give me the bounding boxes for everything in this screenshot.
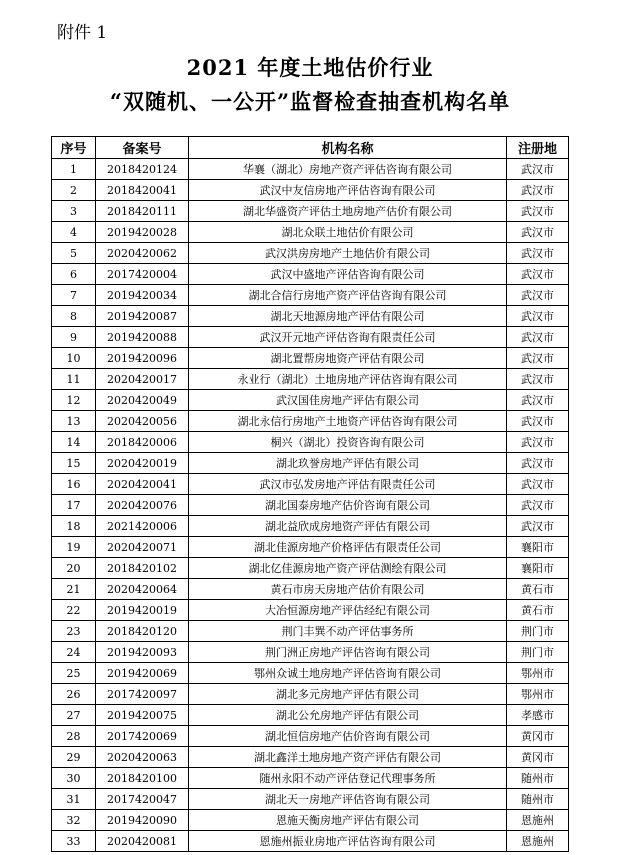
cell-institution-name: 湖北永信行房地产土地资产评估咨询有限公司 <box>189 411 507 432</box>
table-row <box>52 747 569 768</box>
cell-institution-name: 桐兴（湖北）投资咨询有限公司 <box>189 432 507 453</box>
cell-registered-location: 鄂州市 <box>507 663 569 684</box>
cell-registration-number: 2018420124 <box>96 159 189 180</box>
cell-serial-number: 18 <box>52 516 96 537</box>
cell-institution-name: 湖北佳源房地产价格评估有限责任公司 <box>189 537 507 558</box>
cell-registered-location: 随州市 <box>507 768 569 789</box>
table-row <box>52 663 569 684</box>
cell-registered-location: 荆门市 <box>507 621 569 642</box>
cell-serial-number: 29 <box>52 747 96 768</box>
cell-serial-number: 4 <box>52 222 96 243</box>
cell-registered-location: 武汉市 <box>507 348 569 369</box>
cell-serial-number: 31 <box>52 789 96 810</box>
header-registration-number: 备案号 <box>96 137 189 159</box>
cell-registration-number: 2018420041 <box>96 180 189 201</box>
table-row <box>52 327 569 348</box>
cell-registration-number: 2020420071 <box>96 537 189 558</box>
cell-institution-name: 荆门洲正房地产评估咨询有限公司 <box>189 642 507 663</box>
cell-registration-number: 2018420120 <box>96 621 189 642</box>
table-row <box>52 768 569 789</box>
cell-serial-number: 2 <box>52 180 96 201</box>
cell-serial-number: 20 <box>52 558 96 579</box>
cell-registered-location: 武汉市 <box>507 264 569 285</box>
cell-institution-name: 湖北置帮房地资产评估有限公司 <box>189 348 507 369</box>
cell-serial-number: 33 <box>52 831 96 852</box>
cell-institution-name: 恩施天衡房地产评估有限公司 <box>189 810 507 831</box>
cell-institution-name: 武汉国佳房地产评估有限公司 <box>189 390 507 411</box>
cell-registration-number: 2020420017 <box>96 369 189 390</box>
cell-registration-number: 2020420049 <box>96 390 189 411</box>
cell-serial-number: 23 <box>52 621 96 642</box>
cell-serial-number: 22 <box>52 600 96 621</box>
header-institution-name: 机构名称 <box>189 137 507 159</box>
cell-institution-name: 湖北天一房地产评估咨询有限公司 <box>189 789 507 810</box>
cell-institution-name: 鄂州众诚土地房地产评估咨询有限公司 <box>189 663 507 684</box>
table-row <box>52 621 569 642</box>
cell-serial-number: 30 <box>52 768 96 789</box>
cell-registration-number: 2017420097 <box>96 684 189 705</box>
cell-institution-name: 湖北益欣成房地资产评估有限公司 <box>189 516 507 537</box>
cell-registered-location: 武汉市 <box>507 411 569 432</box>
cell-registered-location: 武汉市 <box>507 159 569 180</box>
cell-registered-location: 恩施州 <box>507 831 569 852</box>
cell-serial-number: 25 <box>52 663 96 684</box>
table-body <box>52 159 569 852</box>
table-row <box>52 222 569 243</box>
cell-serial-number: 24 <box>52 642 96 663</box>
cell-serial-number: 5 <box>52 243 96 264</box>
table-row <box>52 159 569 180</box>
table-row <box>52 516 569 537</box>
cell-serial-number: 21 <box>52 579 96 600</box>
table-row <box>52 726 569 747</box>
cell-registration-number: 2020420063 <box>96 747 189 768</box>
cell-registration-number: 2017420004 <box>96 264 189 285</box>
cell-serial-number: 11 <box>52 369 96 390</box>
cell-institution-name: 黄石市房天房地产估价有限公司 <box>189 579 507 600</box>
cell-institution-name: 武汉洪房房地产土地估价有限公司 <box>189 243 507 264</box>
cell-institution-name: 随州永阳不动产评估登记代理事务所 <box>189 768 507 789</box>
table-row <box>52 285 569 306</box>
table-row <box>52 411 569 432</box>
table-row <box>52 495 569 516</box>
cell-registered-location: 襄阳市 <box>507 558 569 579</box>
cell-institution-name: 湖北多元房地产评估有限公司 <box>189 684 507 705</box>
cell-serial-number: 6 <box>52 264 96 285</box>
table-header-row <box>52 137 569 159</box>
cell-institution-name: 湖北玖誉房地产评估有限公司 <box>189 453 507 474</box>
cell-institution-name: 永业行（湖北）土地房地产评估咨询有限公司 <box>189 369 507 390</box>
cell-institution-name: 大冶恒源房地产评估经纪有限公司 <box>189 600 507 621</box>
cell-serial-number: 14 <box>52 432 96 453</box>
cell-registration-number: 2019420093 <box>96 642 189 663</box>
cell-serial-number: 12 <box>52 390 96 411</box>
cell-registration-number: 2019420088 <box>96 327 189 348</box>
cell-registered-location: 武汉市 <box>507 180 569 201</box>
table-row <box>52 243 569 264</box>
cell-institution-name: 湖北恒信房地产估价咨询有限公司 <box>189 726 507 747</box>
cell-registered-location: 鄂州市 <box>507 684 569 705</box>
cell-registration-number: 2020420019 <box>96 453 189 474</box>
document-title-line-1: 2021 年度土地估价行业 <box>186 55 434 80</box>
cell-serial-number: 13 <box>52 411 96 432</box>
table-row <box>52 684 569 705</box>
cell-serial-number: 32 <box>52 810 96 831</box>
cell-registered-location: 武汉市 <box>507 243 569 264</box>
cell-institution-name: 武汉中盛地产评估咨询有限公司 <box>189 264 507 285</box>
table-row <box>52 558 569 579</box>
cell-registered-location: 武汉市 <box>507 516 569 537</box>
cell-registration-number: 2019420069 <box>96 663 189 684</box>
cell-registered-location: 武汉市 <box>507 285 569 306</box>
cell-registration-number: 2019420087 <box>96 306 189 327</box>
cell-serial-number: 26 <box>52 684 96 705</box>
cell-registration-number: 2019420090 <box>96 810 189 831</box>
cell-serial-number: 8 <box>52 306 96 327</box>
table-row <box>52 642 569 663</box>
cell-institution-name: 武汉市弘发房地产评估有限责任公司 <box>189 474 507 495</box>
cell-registration-number: 2020420041 <box>96 474 189 495</box>
table-row <box>52 264 569 285</box>
table-row <box>52 390 569 411</box>
cell-registration-number: 2018420111 <box>96 201 189 222</box>
cell-registration-number: 2019420019 <box>96 600 189 621</box>
cell-registered-location: 孝感市 <box>507 705 569 726</box>
cell-registered-location: 黄石市 <box>507 600 569 621</box>
table-row <box>52 789 569 810</box>
cell-serial-number: 3 <box>52 201 96 222</box>
table-row <box>52 705 569 726</box>
cell-institution-name: 湖北天地源房地产评估有限公司 <box>189 306 507 327</box>
cell-registered-location: 武汉市 <box>507 432 569 453</box>
cell-registered-location: 随州市 <box>507 789 569 810</box>
cell-serial-number: 28 <box>52 726 96 747</box>
cell-registration-number: 2019420096 <box>96 348 189 369</box>
cell-registered-location: 武汉市 <box>507 474 569 495</box>
cell-institution-name: 武汉开元地产评估咨询有限责任公司 <box>189 327 507 348</box>
table-row <box>52 453 569 474</box>
table-row <box>52 831 569 852</box>
cell-registered-location: 武汉市 <box>507 453 569 474</box>
table-row <box>52 474 569 495</box>
table-row <box>52 600 569 621</box>
cell-registration-number: 2018420006 <box>96 432 189 453</box>
cell-registration-number: 2019420075 <box>96 705 189 726</box>
cell-serial-number: 16 <box>52 474 96 495</box>
institution-list-table <box>51 136 569 852</box>
cell-registered-location: 黄石市 <box>507 579 569 600</box>
cell-registered-location: 武汉市 <box>507 306 569 327</box>
cell-registered-location: 武汉市 <box>507 327 569 348</box>
table-row <box>52 180 569 201</box>
cell-registered-location: 荆门市 <box>507 642 569 663</box>
cell-registered-location: 襄阳市 <box>507 537 569 558</box>
cell-registration-number: 2019420028 <box>96 222 189 243</box>
table-row <box>52 537 569 558</box>
cell-institution-name: 湖北华盛资产评估土地房地产估价有限公司 <box>189 201 507 222</box>
cell-institution-name: 湖北鑫洋土地房地产资产评估有限公司 <box>189 747 507 768</box>
cell-registration-number: 2018420102 <box>96 558 189 579</box>
document-title-line-2: “双随机、一公开”监督检查抽查机构名单 <box>109 89 511 114</box>
cell-institution-name: 湖北众联土地估价有限公司 <box>189 222 507 243</box>
cell-registered-location: 武汉市 <box>507 495 569 516</box>
cell-registered-location: 武汉市 <box>507 201 569 222</box>
cell-registration-number: 2021420006 <box>96 516 189 537</box>
cell-registration-number: 2019420034 <box>96 285 189 306</box>
cell-serial-number: 17 <box>52 495 96 516</box>
cell-registered-location: 黄冈市 <box>507 747 569 768</box>
cell-registered-location: 武汉市 <box>507 369 569 390</box>
cell-registration-number: 2017420047 <box>96 789 189 810</box>
cell-institution-name: 华襄（湖北）房地产资产评估咨询有限公司 <box>189 159 507 180</box>
attachment-label: 附件 1 <box>57 23 108 43</box>
table-row <box>52 348 569 369</box>
cell-registered-location: 武汉市 <box>507 222 569 243</box>
cell-institution-name: 湖北公允房地产评估有限公司 <box>189 705 507 726</box>
cell-registered-location: 黄冈市 <box>507 726 569 747</box>
cell-serial-number: 9 <box>52 327 96 348</box>
table-row <box>52 432 569 453</box>
cell-serial-number: 1 <box>52 159 96 180</box>
table-row <box>52 579 569 600</box>
cell-registration-number: 2020420076 <box>96 495 189 516</box>
header-serial-number: 序号 <box>52 137 96 159</box>
cell-institution-name: 湖北亿佳源房地产资产评估测绘有限公司 <box>189 558 507 579</box>
cell-registration-number: 2018420100 <box>96 768 189 789</box>
cell-registered-location: 武汉市 <box>507 390 569 411</box>
cell-registration-number: 2020420062 <box>96 243 189 264</box>
cell-registration-number: 2020420064 <box>96 579 189 600</box>
cell-serial-number: 27 <box>52 705 96 726</box>
cell-institution-name: 湖北合信行房地产资产评估咨询有限公司 <box>189 285 507 306</box>
cell-institution-name: 武汉中友信房地产评估咨询有限公司 <box>189 180 507 201</box>
table-row <box>52 810 569 831</box>
table-row <box>52 201 569 222</box>
cell-registration-number: 2017420069 <box>96 726 189 747</box>
cell-registered-location: 恩施州 <box>507 810 569 831</box>
cell-institution-name: 恩施州振业房地产评估咨询有限公司 <box>189 831 507 852</box>
cell-serial-number: 19 <box>52 537 96 558</box>
cell-serial-number: 7 <box>52 285 96 306</box>
table-row <box>52 306 569 327</box>
cell-serial-number: 15 <box>52 453 96 474</box>
cell-institution-name: 湖北国泰房地产估价咨询有限公司 <box>189 495 507 516</box>
cell-registration-number: 2020420056 <box>96 411 189 432</box>
table-row <box>52 369 569 390</box>
cell-registration-number: 2020420081 <box>96 831 189 852</box>
cell-institution-name: 荆门丰巽不动产评估事务所 <box>189 621 507 642</box>
cell-serial-number: 10 <box>52 348 96 369</box>
header-registered-location: 注册地 <box>507 137 569 159</box>
